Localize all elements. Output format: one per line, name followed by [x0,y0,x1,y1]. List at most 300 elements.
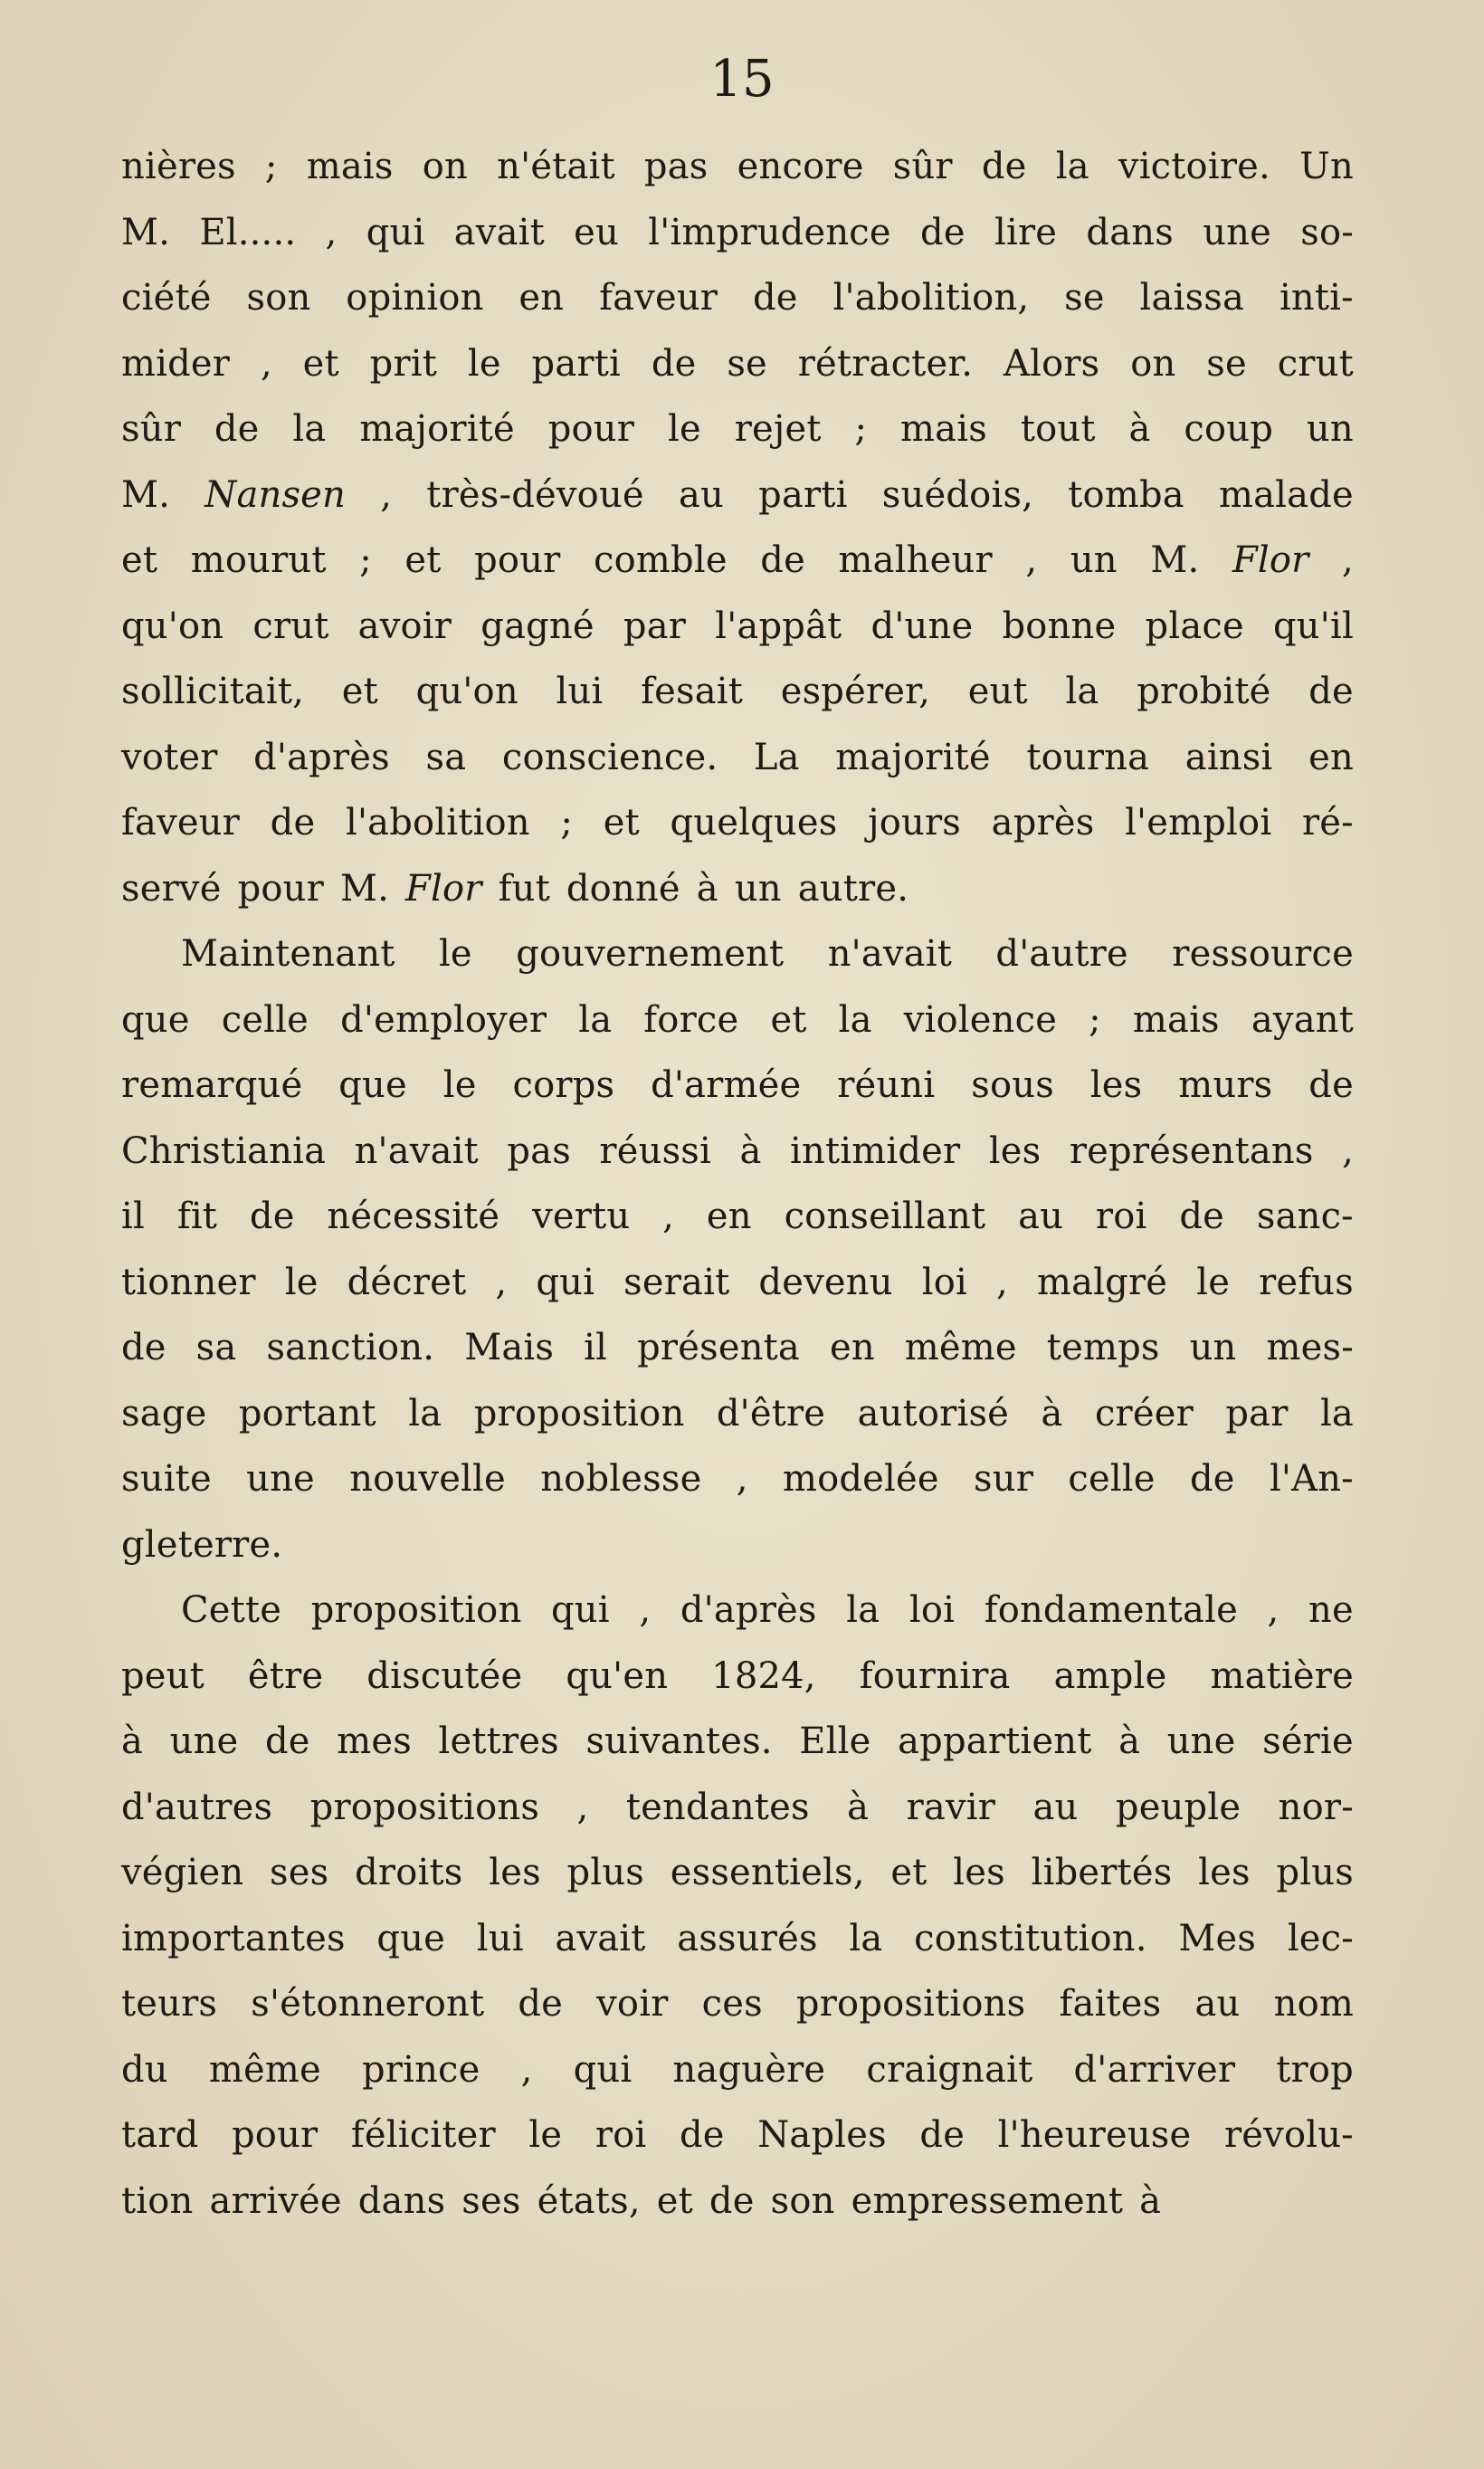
word: de [752,277,798,319]
word: matière [1210,1654,1354,1697]
word: M. [1150,539,1200,581]
word: victoire. [1118,146,1270,187]
word: d'autre [995,933,1128,975]
word: ses [270,1852,329,1893]
word: au [1194,1983,1241,2025]
word: celle [1068,1458,1156,1500]
word: le [442,1064,477,1106]
word: pour [474,539,561,581]
word: qui [551,1589,610,1631]
word: de [121,1327,166,1368]
word: d'être [716,1392,826,1435]
text-line [121,2169,1354,2235]
word: qui [536,1261,595,1303]
word: ayant [1251,998,1354,1041]
word: comble [594,539,728,581]
word: qui [366,211,425,253]
word: ; [854,408,868,450]
word: fit [176,1196,218,1237]
word: par [623,605,687,647]
word: ; [359,539,372,581]
word: probité [1137,671,1271,712]
word: constitution. [914,1917,1147,1959]
word: la [408,1392,442,1435]
word: un [1189,1327,1237,1368]
word: tout [1020,408,1096,450]
word: et [656,2179,693,2222]
word: végien [121,1852,244,1893]
word: suivantes. [585,1721,773,1762]
word: mes- [1266,1327,1354,1368]
word: malgré [1037,1261,1168,1303]
word: de [249,1196,295,1237]
word: et [341,671,378,712]
word: Christiania [121,1130,327,1172]
word: à [739,1130,762,1172]
word: l'appât [715,605,842,647]
word: devenu [758,1261,893,1303]
word: faites [1059,1983,1162,2025]
word: de [679,2114,725,2156]
word: plus [1276,1852,1354,1893]
word: , [639,1589,652,1631]
word: pour [232,2114,319,2156]
word: empressement [851,2179,1124,2222]
text-line [121,1184,1354,1250]
word: la [1055,146,1089,187]
word: révolu- [1223,2114,1354,2156]
word: so- [1300,211,1354,253]
word: murs [1178,1064,1273,1106]
word: ciété [121,277,212,319]
word: tomba [1068,473,1184,516]
word: à [1128,408,1151,450]
word: , [1025,539,1038,581]
text-line [121,200,1354,266]
word: , [576,1786,589,1828]
word: ressource [1172,933,1354,975]
word: , [380,473,393,516]
word: roi [595,2114,647,2156]
word: même [904,1327,1017,1368]
word: de [920,211,966,253]
word: arrivée [209,2179,342,2222]
word: teurs [121,1983,218,2025]
word: et [404,539,442,581]
word: ; [264,146,278,187]
word: voir [596,1983,669,2025]
word: n'avait [354,1130,479,1172]
word: pour [547,408,635,450]
word: d'employer [340,998,547,1041]
word: sanc- [1256,1196,1354,1237]
word: se [727,342,767,385]
word: quelques [670,802,838,844]
word: conseillant [784,1196,986,1237]
text-line [121,790,1354,856]
word: laissa [1139,277,1245,319]
text-line [121,1775,1354,1841]
word: nouvelle [349,1458,506,1500]
word: jours [868,802,962,844]
word: nécessité [327,1196,500,1237]
word: violence [903,998,1058,1041]
text-line [121,1053,1354,1119]
word: féliciter [350,2114,496,2156]
word: sûr [121,408,182,450]
text-line [121,1971,1354,2037]
text-line [121,1119,1354,1185]
word: craignait [866,2048,1033,2091]
word: sous [971,1064,1054,1106]
word: assurés [677,1917,818,1959]
word: suédois, [881,473,1034,516]
word: au [1032,1786,1079,1828]
word: tion [121,2179,194,2222]
word: l'An- [1269,1458,1354,1500]
word: ré- [1301,802,1354,844]
word: au [1018,1196,1064,1237]
text-line [121,856,1354,922]
word: ; [560,802,574,844]
word: ses [461,2179,521,2222]
word: on [1130,342,1176,385]
italic-word: Flor [405,867,482,910]
word: au [678,473,724,516]
word: corps [512,1064,615,1106]
word: et [890,1852,928,1893]
word: tard [121,2114,199,2156]
word: ces [701,1983,763,2025]
word: lui [556,671,604,712]
word: mourut [190,539,327,581]
word: sollicitait, [121,671,305,712]
text-line [121,1512,1354,1578]
text-line [121,921,1354,987]
word: avait [555,1917,646,1959]
word: même [208,2048,321,2091]
word: à [1139,2179,1162,2222]
word: suite [121,1458,212,1500]
word: une [1166,1721,1236,1762]
word: , [662,1196,675,1237]
word: celle [221,998,309,1041]
word: temps [1046,1327,1160,1368]
text-line [121,659,1354,725]
word: rétracter. [797,342,974,385]
text-line [121,1381,1354,1447]
text-line [121,1709,1354,1775]
word: mais [900,408,987,450]
word: qu'on [415,671,518,712]
word: de [214,408,260,450]
word: ; [1089,998,1101,1041]
word: prit [369,342,438,385]
word: , [325,211,338,253]
word: Elle [799,1721,871,1762]
word: en [1308,736,1354,778]
word: l'abolition, [832,277,1030,319]
word: eu [574,211,619,253]
text-line [121,987,1354,1053]
word: son [770,2179,835,2222]
italic-word: Nansen [205,473,347,516]
word: le [528,2114,563,2156]
word: après [991,802,1095,844]
word: , [996,1261,1008,1303]
word: le [284,1261,319,1303]
word: gagné [480,605,595,647]
word: bonne [1002,605,1117,647]
word: qui [573,2048,633,2091]
word: encore [737,146,864,187]
word: conscience. [501,736,718,778]
word: trop [1276,2048,1354,2091]
word: fournira [859,1654,1011,1697]
word: fesait [641,671,744,712]
word: droits [355,1852,463,1893]
word: serait [623,1261,730,1303]
word: voter [121,736,218,778]
word: importantes [121,1917,346,1959]
word: le [438,933,472,975]
word: de [919,2114,966,2156]
word: nor- [1278,1786,1354,1828]
word: de [1189,1458,1235,1500]
word: tendantes [625,1786,810,1828]
word: l'heureuse [997,2114,1192,2156]
word: états, [537,2179,641,2222]
word: n'avait [827,933,953,975]
word: Mes [1178,1917,1257,1959]
word: naguère [672,2048,826,2091]
word: lettres [438,1721,559,1762]
word: d'après [680,1589,817,1631]
word: Cette [181,1589,282,1631]
word: opinion [346,277,484,319]
word: un [1306,408,1354,450]
word: , [1267,1589,1279,1631]
text-line [121,725,1354,791]
word: présenta [637,1327,800,1368]
word: qu'il [1272,605,1354,647]
word: la [292,408,327,450]
word: discutée [366,1654,523,1697]
word: on [422,146,469,187]
text-line [121,1315,1354,1381]
word: la [849,1917,883,1959]
word: majorité [359,408,515,450]
word: ne [1308,1589,1354,1631]
word: la [578,998,613,1041]
word: une [1203,211,1271,253]
word: les [1198,1852,1251,1893]
word: espérer, [780,671,931,712]
word: à [121,1721,144,1762]
word: la [838,998,872,1041]
word: proposition [473,1392,685,1435]
text-line [121,2037,1354,2103]
word: réussi [599,1130,712,1172]
word: l'abolition [345,802,530,844]
word: se [1064,277,1105,319]
text-line [121,528,1354,594]
word: intimider [790,1130,961,1172]
text-line [121,2102,1354,2169]
word: que [376,1917,446,1959]
word: , [736,1458,748,1500]
word: La [753,736,800,778]
word: , [520,2048,533,2091]
text-line [121,462,1354,529]
word: M. [121,211,171,253]
word: de [1308,1064,1354,1106]
text-line [121,331,1354,397]
word: donné [566,867,680,910]
word: de [518,1983,564,2025]
word: et [302,342,339,385]
word: à [696,867,718,910]
word: série [1262,1721,1354,1762]
word: par [1225,1392,1289,1435]
word: tourna [1026,736,1150,778]
word: en [706,1196,752,1237]
word: créer [1094,1392,1194,1435]
word: libertés [1031,1852,1173,1893]
word: loi [908,1589,956,1631]
word: peuple [1115,1786,1241,1828]
word: crut [1277,342,1354,385]
word: fut [498,867,550,910]
word: les [953,1852,1005,1893]
word: pas [643,146,709,187]
word: d'armée [651,1064,802,1106]
word: mider [121,342,231,385]
word: place [1145,605,1244,647]
word: Naples [757,2114,887,2156]
text-line [121,1578,1354,1644]
word: à [1118,1721,1141,1762]
word: peut [121,1654,205,1697]
word: refus [1259,1261,1354,1303]
word: proposition [310,1589,522,1631]
word: d'une [870,605,974,647]
word: appartient [898,1721,1092,1762]
word: parti [531,342,621,385]
word: autre. [797,867,909,910]
word: ample [1053,1654,1167,1697]
word: fondamentale [984,1589,1238,1631]
text-line [121,1446,1354,1512]
word: lec- [1287,1917,1354,1959]
word: majorité [835,736,991,778]
word: mes [337,1721,412,1762]
word: et [121,539,158,581]
word: plus [566,1852,645,1893]
word: une [246,1458,315,1500]
word: Maintenant [181,933,395,975]
word: tionner [121,1261,256,1303]
word: de [1179,1196,1225,1237]
word: dans [1086,211,1174,253]
word: la [1319,1392,1354,1435]
word: qu'on [121,605,224,647]
word: parti [758,473,848,516]
word: avait [453,211,545,253]
text-line [121,1644,1354,1710]
word: en [518,277,565,319]
word: propositions [309,1786,540,1828]
word: eut [967,671,1028,712]
word: d'après [253,736,390,778]
word: essentiels, [670,1852,865,1893]
word: lire [994,211,1058,253]
word: nières [121,146,236,187]
body-text [121,134,1354,2234]
word: , [1342,1130,1354,1172]
word: force [643,998,739,1041]
word: très-dévoué [426,473,644,516]
word: gleterre. [121,1523,283,1566]
word: d'arriver [1073,2048,1236,2091]
italic-word: Flor [1232,539,1309,581]
word: lui [476,1917,524,1959]
word: la [846,1589,880,1631]
word: , [260,342,272,385]
word: loi [921,1261,968,1303]
word: portant [238,1392,376,1435]
word: de [709,2179,755,2222]
word: modelée [782,1458,939,1500]
word: mais [1132,998,1220,1041]
word: que [121,998,190,1041]
word: nom [1273,1983,1354,2025]
word: décret [347,1261,467,1303]
word: du [121,2048,168,2091]
word: sage [121,1392,207,1435]
word: mais [306,146,394,187]
word: faveur [121,802,241,844]
word: sur [974,1458,1034,1500]
word: M. [339,867,390,910]
word: malade [1218,473,1354,516]
word: les [988,1130,1042,1172]
word: noblesse [540,1458,702,1500]
word: Mais [464,1327,555,1368]
word: crut [252,605,329,647]
word: avoir [357,605,452,647]
word: n'était [497,146,615,187]
word: une [169,1721,239,1762]
word: malheur [838,539,993,581]
word: le [1196,1261,1231,1303]
word: sanction. [266,1327,435,1368]
word: le [467,342,501,385]
word: de [270,802,316,844]
word: se [1206,342,1247,385]
word: sa [195,1327,237,1368]
word: pour [237,867,324,910]
word: servé [121,867,222,910]
word: rejet [734,408,822,450]
word: sûr [892,146,953,187]
word: en [829,1327,875,1368]
word: gouvernement [516,933,785,975]
word: de [651,342,697,385]
word: que [338,1064,407,1106]
text-line [121,396,1354,462]
word: roi [1095,1196,1147,1237]
